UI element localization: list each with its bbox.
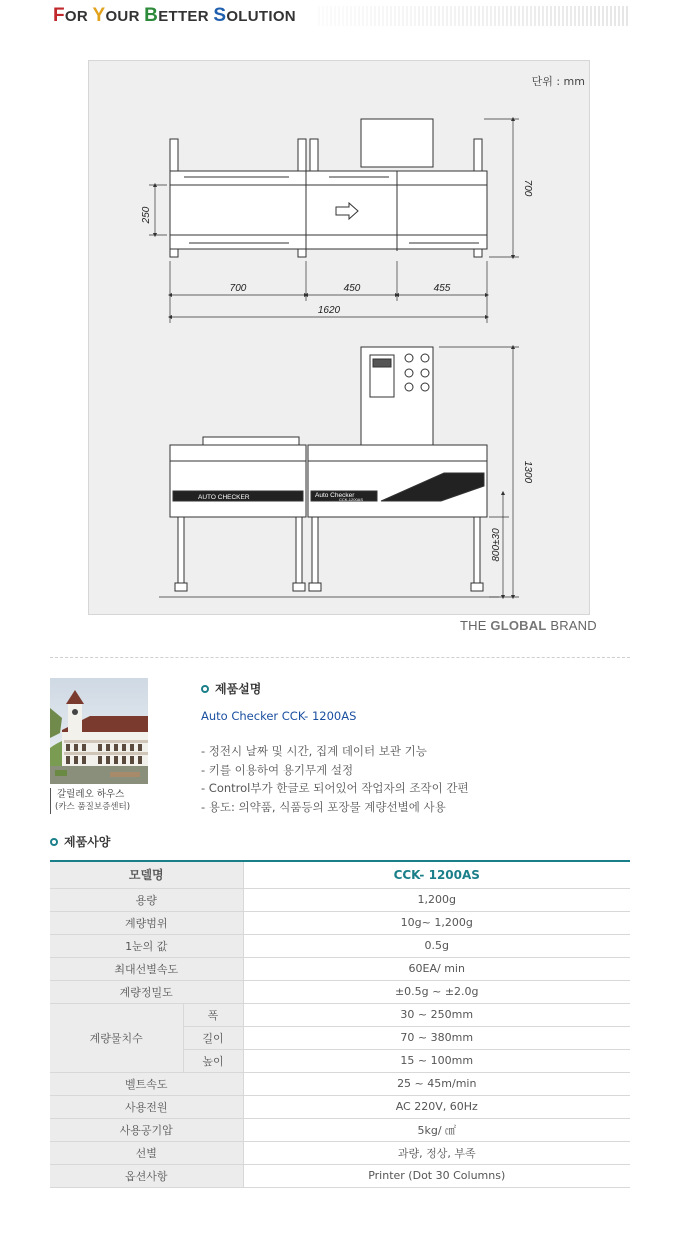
model-label-cell: 모델명 — [50, 861, 243, 888]
feature-list — [201, 742, 469, 816]
dim-700-side: 700 — [522, 179, 533, 197]
specs-heading-text: 제품사양 — [64, 835, 111, 849]
spec-value: 25 ~ 45m/min — [243, 1072, 630, 1095]
spec-value: 15 ~ 100mm — [243, 1049, 630, 1072]
technical-drawing — [88, 60, 590, 615]
global-brand-logo — [460, 618, 597, 633]
caption-title: 갈릴레오 하우스 — [57, 789, 125, 800]
spec-label: 사용전원 — [50, 1095, 243, 1118]
table-row — [50, 957, 630, 980]
spec-label: 계량정밀도 — [50, 980, 243, 1003]
table-row — [50, 980, 630, 1003]
dim-250: 250 — [141, 206, 152, 224]
spec-label: 1눈의 값 — [50, 934, 243, 957]
size-group-label: 계량물치수 — [50, 1003, 183, 1072]
panel-label-left: AUTO CHECKER — [198, 494, 250, 501]
feature-item: - 정전시 날짜 및 시간, 집계 데이터 보관 기능 — [201, 744, 427, 758]
spec-label: 용량 — [50, 888, 243, 911]
header-stripe-decoration — [318, 6, 630, 26]
panel-label-right: Auto Checker — [315, 492, 355, 499]
spec-label: 계량범위 — [50, 911, 243, 934]
model-value-cell: CCK- 1200AS — [243, 861, 630, 888]
spec-value: 0.5g — [243, 934, 630, 957]
spec-label: 옵션사항 — [50, 1164, 243, 1187]
table-row — [50, 1141, 630, 1164]
spec-label: 벨트속도 — [50, 1072, 243, 1095]
spec-value: 1,200g — [243, 888, 630, 911]
dim-455: 455 — [433, 283, 451, 294]
spec-table — [50, 860, 630, 1188]
table-row — [50, 1095, 630, 1118]
spec-header-row — [50, 861, 630, 888]
slogan-initial-y: Y — [92, 5, 106, 26]
circle-bullet-icon — [50, 838, 58, 846]
slogan — [53, 5, 296, 27]
photo-caption — [50, 788, 148, 814]
feature-item: - Control부가 한글로 되어있어 작업자의 조작이 간편 — [201, 781, 469, 795]
dim-800: 800±30 — [491, 528, 502, 562]
specs-heading — [50, 833, 110, 850]
spec-value: ±0.5g ~ ±2.0g — [243, 980, 630, 1003]
dim-450: 450 — [343, 283, 361, 294]
model-name-line: Auto Checker CCK- 1200AS — [201, 709, 357, 723]
table-row — [50, 1072, 630, 1095]
brand-suffix: BRAND — [546, 618, 597, 633]
table-row — [50, 934, 630, 957]
slogan-initial-b: B — [144, 5, 159, 26]
slogan-rest-olution: OLUTION — [226, 8, 296, 25]
slogan-rest-etter: ETTER — [158, 8, 214, 25]
top-view — [149, 119, 519, 323]
brand-bold: GLOBAL — [490, 618, 547, 633]
table-row — [50, 888, 630, 911]
table-row — [50, 1003, 630, 1026]
table-row — [50, 1118, 630, 1141]
spec-label: 선별 — [50, 1141, 243, 1164]
spec-value: 30 ~ 250mm — [243, 1003, 630, 1026]
spec-sublabel: 길이 — [183, 1026, 243, 1049]
brand-prefix: THE — [460, 618, 491, 633]
drawing-svg — [89, 61, 591, 616]
table-row — [50, 1164, 630, 1187]
slogan-initial-s: S — [213, 5, 227, 26]
description-heading-text: 제품설명 — [215, 682, 262, 696]
spec-label: 사용공기압 — [50, 1118, 243, 1141]
spec-value: AC 220V, 60Hz — [243, 1095, 630, 1118]
unit-label: 단위 : mm — [531, 75, 585, 88]
spec-label: 최대선별속도 — [50, 957, 243, 980]
front-view — [159, 347, 519, 597]
spec-value: 과량, 정상, 부족 — [243, 1141, 630, 1164]
spec-value: 70 ~ 380mm — [243, 1026, 630, 1049]
circle-bullet-icon — [201, 685, 209, 693]
description-heading — [201, 680, 261, 697]
panel-model-small: CCK-1200AS — [339, 497, 364, 502]
caption-subtitle: (카스 품질보증센터) — [55, 802, 131, 812]
galileo-house-photo — [50, 678, 148, 784]
spec-sublabel: 폭 — [183, 1003, 243, 1026]
slogan-rest-or: OR — [64, 8, 93, 25]
spec-value: 60EA/ min — [243, 957, 630, 980]
dim-1620: 1620 — [317, 305, 341, 316]
spec-value: 10g~ 1,200g — [243, 911, 630, 934]
spec-value: Printer (Dot 30 Columns) — [243, 1164, 630, 1187]
slogan-rest-our: OUR — [105, 8, 145, 25]
divider — [50, 657, 630, 658]
spec-sublabel: 높이 — [183, 1049, 243, 1072]
table-row — [50, 911, 630, 934]
slogan-initial-f: F — [53, 5, 65, 26]
feature-item: - 키를 이용하여 용기무게 설정 — [201, 762, 354, 777]
feature-item: - 용도: 의약품, 식품등의 포장물 계량선별에 사용 — [201, 799, 446, 814]
spec-value: 5kg/ ㎠ — [243, 1118, 630, 1141]
dim-700: 700 — [229, 283, 247, 294]
dim-1300: 1300 — [522, 460, 533, 484]
